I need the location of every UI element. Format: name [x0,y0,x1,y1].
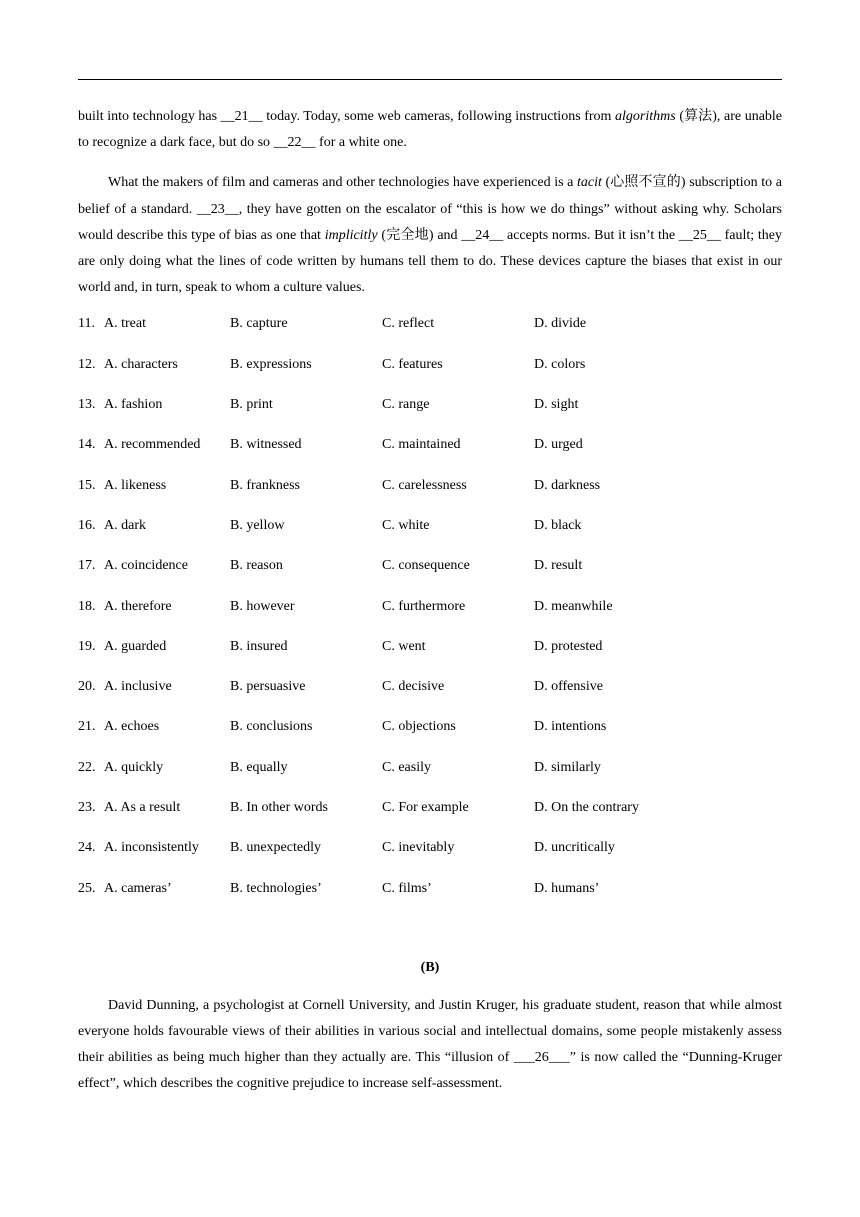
question-number: 11. [78,316,95,332]
text-run: What the makers of film and cameras and other technologies have experienced is a [108,175,577,191]
question-row [78,878,782,918]
option-a: A. echoes [104,719,160,735]
option-c: C. easily [382,759,431,775]
option-c: C. carelessness [382,477,467,493]
question-number: 14. [78,437,96,453]
question-row [78,555,782,595]
option-b: B. yellow [230,517,285,533]
option-a: A. cameras’ [104,880,172,896]
option-b: B. however [230,598,295,614]
question-row [78,596,782,636]
question-number: 17. [78,558,96,574]
answer-options-list [78,313,782,917]
text-run: (算法), are unable to recognize a dark face, but do so __22__ for a white one. [78,109,783,151]
question-number: 23. [78,799,96,815]
option-a: A. characters [104,356,178,372]
question-row [78,797,782,837]
question-row [78,716,782,756]
option-a: A. fashion [104,397,163,413]
option-b: B. expressions [230,356,312,372]
option-c: C. furthermore [382,598,466,614]
text-run: built into technology has __21__ today. Today, some web cameras, following instructions from [78,109,616,124]
option-b: B. print [230,397,273,413]
option-a: A. likeness [104,477,167,493]
option-c: C. objections [382,719,456,735]
option-c: C. decisive [382,679,445,695]
option-c: C. reflect [382,316,435,332]
question-number: 21. [78,719,96,735]
option-b: B. frankness [230,477,300,493]
option-c: C. consequence [382,558,470,574]
option-d: D. meanwhile [534,598,613,614]
option-c: C. features [382,356,443,372]
document-page [78,104,782,1098]
italic-term: algorithms [615,109,676,124]
question-row [78,515,782,555]
passage-b-paragraph-1: David Dunning, a psychologist at Cornell University, and Justin Kruger, his graduate student, reason that while almost everyone holds favourable views of their abilities in various social and intellectual domains, some people mistakenly assess their abilities as being much higher than they actually are. This “illusion of ___26___” is now called the “Dunning-Kruger effect”, which describes the cognitive prejudice to increase self-assessment. [78,997,782,1092]
option-a: A. coincidence [104,558,188,574]
option-d: D. offensive [534,679,603,695]
option-d: D. colors [534,356,586,372]
question-number: 25. [78,880,96,896]
text-run: (心照不宣的) subscription to a belief of a standard. __23__, they have gotten on the escalator of “this is how we do things” without asking why. Scholars would describe this type of bias as one that [78,175,783,243]
question-number: 22. [78,759,96,775]
option-c: C. white [382,517,430,533]
text-run: (完全地) and __24__ accepts norms. But it isn’t the __25__ fault; they are only doing what the lines of code written by humans tell them to do. These devices capture the biases that exist in our world and, in turn, speak to whom a culture values. [78,227,782,296]
option-d: D. On the contrary [534,799,639,815]
question-number: 13. [78,397,96,413]
question-number: 12. [78,356,96,372]
italic-term: tacit [577,175,602,191]
question-row [78,354,782,394]
option-c: C. maintained [382,437,461,453]
option-b: B. equally [230,759,288,775]
question-number: 15. [78,477,96,493]
passage-a-paragraph-1 [78,104,782,156]
option-b: B. persuasive [230,679,306,695]
question-row [78,394,782,434]
option-b: B. conclusions [230,719,313,735]
header-rule [78,79,782,80]
option-c: C. inevitably [382,840,455,856]
option-a: A. recommended [104,437,201,453]
question-row [78,313,782,353]
option-c: C. range [382,397,430,413]
option-b: B. insured [230,638,288,654]
question-number: 20. [78,679,96,695]
option-a: A. quickly [104,759,164,775]
option-d: D. black [534,517,582,533]
option-d: D. similarly [534,759,601,775]
passage-a-paragraph-2 [78,170,782,301]
option-d: D. urged [534,437,583,453]
question-number: 19. [78,638,96,654]
option-a: A. As a result [104,799,181,815]
option-d: D. darkness [534,477,601,493]
question-row [78,434,782,474]
option-d: D. result [534,558,583,574]
question-number: 16. [78,517,96,533]
option-c: C. For example [382,799,469,815]
option-b: B. technologies’ [230,880,322,896]
option-c: C. films’ [382,880,432,896]
question-row [78,837,782,877]
option-b: B. In other words [230,799,328,815]
question-number: 24. [78,840,96,856]
question-row [78,636,782,676]
option-d: D. intentions [534,719,607,735]
option-d: D. humans’ [534,880,600,896]
question-row [78,676,782,716]
option-a: A. treat [104,316,146,332]
option-a: A. dark [104,517,146,533]
option-d: D. protested [534,638,603,654]
question-row [78,475,782,515]
option-d: D. uncritically [534,840,615,856]
option-d: D. sight [534,397,579,413]
question-number: 18. [78,598,96,614]
option-b: B. witnessed [230,437,302,453]
option-a: A. inconsistently [104,840,199,856]
option-c: C. went [382,638,426,654]
option-d: D. divide [534,316,587,332]
option-a: A. inclusive [104,679,172,695]
section-b-title: (B) [420,959,440,975]
option-a: A. guarded [104,638,167,654]
option-b: B. capture [230,316,288,332]
option-b: B. unexpectedly [230,840,321,856]
question-row [78,757,782,797]
option-b: B. reason [230,558,283,574]
option-a: A. therefore [104,598,172,614]
italic-term: implicitly [324,227,378,243]
